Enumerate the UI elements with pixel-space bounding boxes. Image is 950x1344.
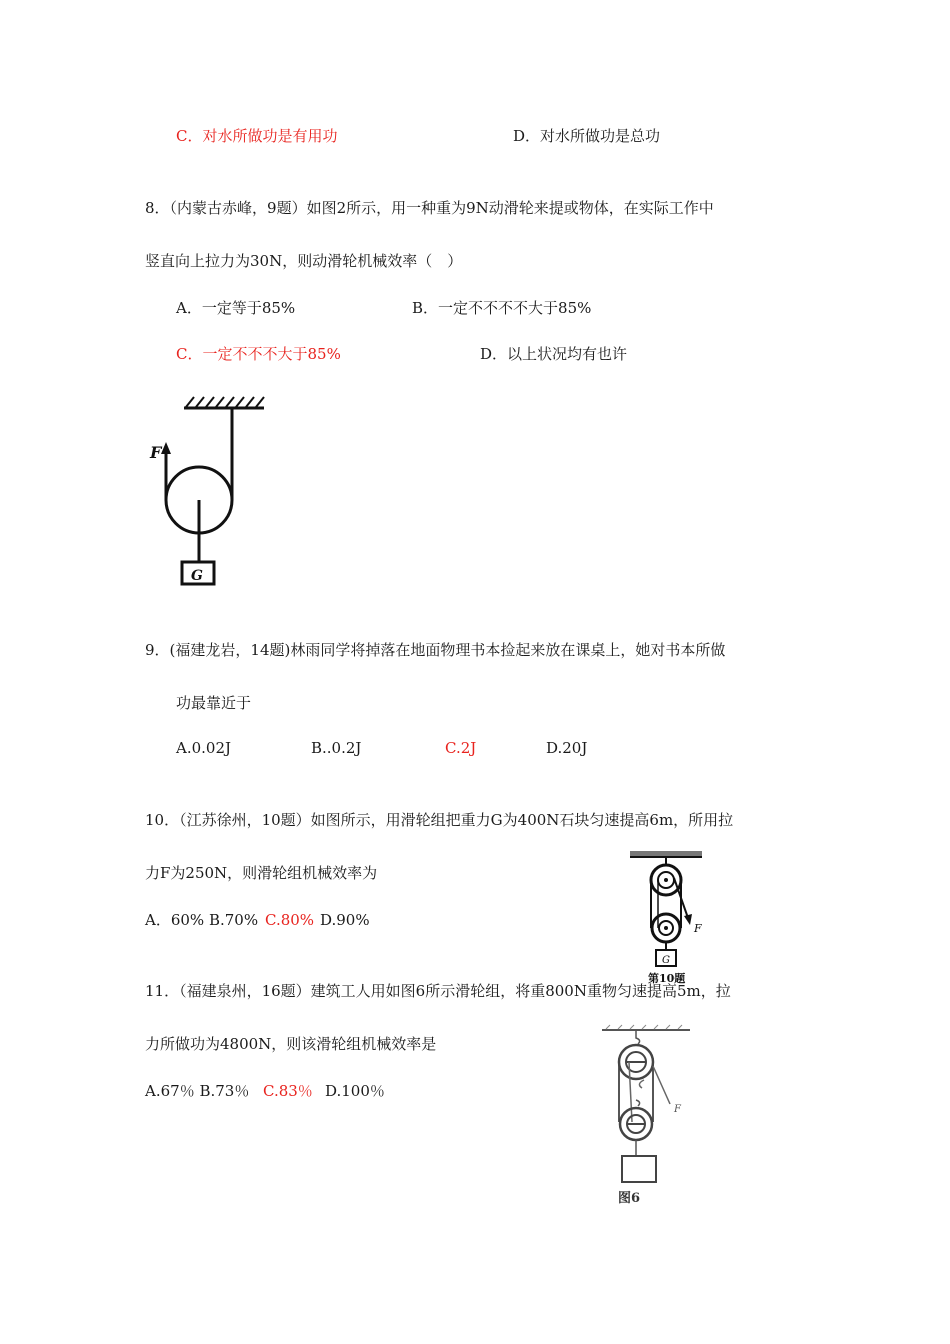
q10-option-d: D.90% <box>320 911 370 929</box>
q8-stem-line2: 竖直向上拉力为30N，则动滑轮机械效率（ ） <box>145 252 463 270</box>
q8-force-label: F <box>150 443 162 462</box>
q8-pulley-figure <box>140 392 275 592</box>
q11-stem-line2: 力所做功为4800N，则该滑轮组机械效率是 <box>145 1035 437 1053</box>
q10-options-ab: A．60% B.70% <box>145 911 259 929</box>
q8-option-c: C．一定不不不大于85% <box>176 345 341 363</box>
q9-option-b: B..0.2J <box>311 739 362 757</box>
q9-stem-line2: 功最靠近于 <box>176 694 252 712</box>
q11-option-c: C.83％ <box>263 1082 313 1100</box>
q9-option-a: A.0.02J <box>176 739 232 757</box>
q10-option-c: C.80% <box>265 911 315 929</box>
q7-option-d: D．对水所做功是总功 <box>513 127 661 145</box>
q11-force-label: F <box>674 1104 681 1115</box>
q9-stem-line1: 9．(福建龙岩，14题)林雨同学将掉落在地面物理书本捡起来放在课桌上，她对书本所做 <box>145 641 726 659</box>
q10-figure-caption: 第10题 <box>648 972 686 985</box>
q8-option-d: D．以上状况均有也许 <box>480 345 628 363</box>
q10-stem-line2: 力F为250N，则滑轮组机械效率为 <box>145 864 378 882</box>
q7-option-c: C．对水所做功是有用功 <box>176 127 338 145</box>
q8-option-a: A．一定等于85% <box>176 299 296 317</box>
q10-weight-label: G <box>662 955 670 966</box>
q11-stem-line1: 11．（福建泉州，16题）建筑工人用如图6所示滑轮组，将重800N重物匀速提高5m，拉 <box>145 982 731 1000</box>
q11-options-ab: A.67％ B.73％ <box>145 1082 250 1100</box>
q10-force-label: F <box>694 922 702 935</box>
q11-figure-caption: 图6 <box>618 1191 641 1206</box>
q10-stem-line1: 10．（江苏徐州，10题）如图所示，用滑轮组把重力G为400N石块匀速提高6m，所用拉 <box>145 811 734 829</box>
q11-pulley-block-figure <box>596 1022 696 1208</box>
q8-weight-label: G <box>191 568 203 584</box>
q8-stem-line1: 8．（内蒙古赤峰，9题）如图2所示，用一种重为9N动滑轮来提或物体，在实际工作中 <box>145 199 714 217</box>
q11-option-d: D.100％ <box>325 1082 385 1100</box>
q8-option-b: B．一定不不不不大于85% <box>412 299 592 317</box>
q9-option-d: D.20J <box>546 739 588 757</box>
q9-option-c: C.2J <box>445 739 477 757</box>
q10-pulley-block-figure <box>622 848 712 986</box>
